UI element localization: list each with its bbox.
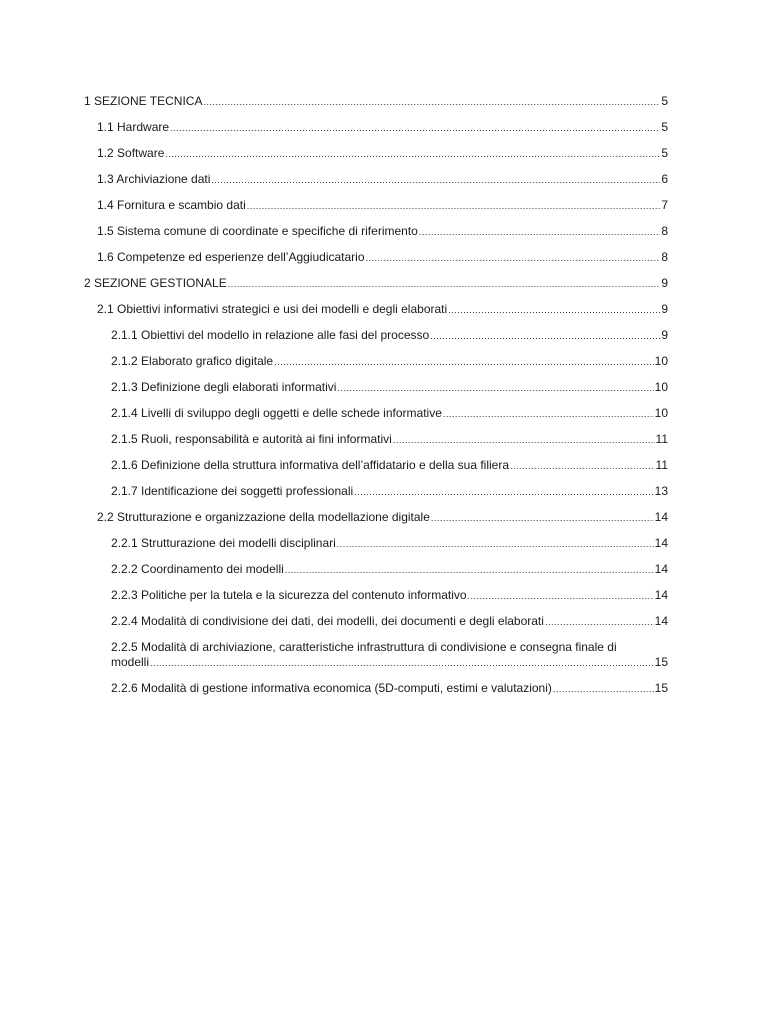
toc-entry-page: 14 (654, 588, 668, 602)
dot-leader (274, 355, 654, 370)
toc-entry-title: 2.2.2 Coordinamento dei modelli (111, 562, 284, 576)
toc-entry-title: 1.6 Competenze ed esperienze dell’Aggiudicatario (97, 250, 365, 264)
toc-entry-title: 1.4 Fornitura e scambio dati (97, 198, 246, 212)
toc-entry-page: 13 (654, 484, 668, 498)
dot-leader (337, 537, 654, 552)
table-of-contents (84, 94, 668, 707)
toc-entry-title: 2.2.6 Modalità di gestione informativa economica (5D-computi, estimi e valutazioni) (111, 681, 552, 695)
dot-leader (419, 225, 660, 240)
dot-leader (285, 563, 654, 578)
toc-entry-1-2[interactable] (84, 146, 668, 162)
toc-entry-2-1-1[interactable] (84, 328, 668, 344)
toc-entry-2[interactable] (84, 276, 668, 292)
toc-entry-page: 10 (654, 380, 668, 394)
dot-leader (150, 656, 654, 671)
dot-leader (545, 615, 654, 630)
toc-entry-2-1-7[interactable] (84, 484, 668, 500)
dot-leader (393, 433, 655, 448)
toc-entry-1-3[interactable] (84, 172, 668, 188)
toc-entry-page: 10 (654, 406, 668, 420)
dot-leader (366, 251, 661, 266)
dot-leader (448, 303, 660, 318)
dot-leader (228, 277, 661, 292)
toc-entry-title: 2.1.1 Obiettivi del modello in relazione alle fasi del processo (111, 328, 430, 342)
toc-entry-1-4[interactable] (84, 198, 668, 214)
toc-entry-2-1-3[interactable] (84, 380, 668, 396)
toc-entry-title: 2.2.3 Politiche per la tutela e la sicurezza del contenuto informativo (111, 588, 467, 602)
toc-entry-1-5[interactable] (84, 224, 668, 240)
toc-entry-2-2-1[interactable] (84, 536, 668, 552)
toc-entry-2-1-2[interactable] (84, 354, 668, 370)
dot-leader (443, 407, 654, 422)
toc-entry-title: 1.1 Hardware (97, 120, 170, 134)
dot-leader (165, 147, 660, 162)
toc-entry-title: 2.1.5 Ruoli, responsabilità e autorità ai fini informativi (111, 432, 392, 446)
toc-entry-page: 14 (654, 614, 668, 628)
toc-entry-2-1-5[interactable] (84, 432, 668, 448)
toc-entry-title: 1 SEZIONE TECNICA (84, 94, 203, 108)
toc-entry-title: 2.2.1 Strutturazione dei modelli disciplinari (111, 536, 336, 550)
dot-leader (211, 173, 660, 188)
toc-entry-title: 2.1.4 Livelli di sviluppo degli oggetti e delle schede informative (111, 406, 442, 420)
toc-entry-2-2-4[interactable] (84, 614, 668, 630)
toc-entry-page: 7 (661, 198, 668, 212)
toc-entry-page: 15 (654, 655, 668, 669)
toc-entry-2-1-6[interactable] (84, 458, 668, 474)
toc-entry-title: 1.5 Sistema comune di coordinate e specifiche di riferimento (97, 224, 418, 238)
toc-entry-page: 11 (655, 432, 668, 446)
toc-entry-title: 2 SEZIONE GESTIONALE (84, 276, 227, 290)
dot-leader (510, 459, 655, 474)
toc-entry-page: 6 (661, 172, 668, 186)
toc-entry-title: 2.2 Strutturazione e organizzazione della modellazione digitale (97, 510, 430, 524)
toc-entry-2-2-5[interactable] (84, 640, 668, 671)
toc-entry-page: 9 (661, 276, 668, 290)
toc-entry-page: 9 (661, 328, 668, 342)
dot-leader (354, 485, 653, 500)
dot-leader (430, 329, 660, 344)
toc-entry-page: 5 (661, 120, 668, 134)
dot-leader (170, 121, 660, 136)
dot-leader (431, 511, 654, 526)
toc-entry-2-2-3[interactable] (84, 588, 668, 604)
dot-leader (468, 589, 654, 604)
toc-entry-title: 1.3 Archiviazione dati (97, 172, 211, 186)
toc-entry-title: 2.1 Obiettivi informativi strategici e usi dei modelli e degli elaborati (97, 302, 448, 316)
toc-entry-page: 8 (661, 224, 668, 238)
toc-entry-page: 10 (654, 354, 668, 368)
toc-entry-2-2-6[interactable] (84, 681, 668, 697)
toc-entry-continuation (111, 655, 668, 671)
toc-entry-2-1-4[interactable] (84, 406, 668, 422)
toc-entry-2-2[interactable] (84, 510, 668, 526)
toc-entry-title: 2.1.7 Identificazione dei soggetti professionali (111, 484, 354, 498)
toc-entry-1[interactable] (84, 94, 668, 110)
toc-entry-1-1[interactable] (84, 120, 668, 136)
toc-entry-page: 14 (654, 562, 668, 576)
toc-entry-page: 5 (661, 94, 668, 108)
toc-entry-title-continued: modelli (111, 655, 150, 669)
toc-entry-title: 1.2 Software (97, 146, 165, 160)
dot-leader (337, 381, 653, 396)
toc-entry-title: 2.2.4 Modalità di condivisione dei dati, dei modelli, dei documenti e degli elaborati (111, 614, 544, 628)
toc-entry-1-6[interactable] (84, 250, 668, 266)
toc-entry-page: 14 (654, 536, 668, 550)
toc-entry-page: 15 (654, 681, 668, 695)
toc-entry-title: 2.1.2 Elaborato grafico digitale (111, 354, 274, 368)
toc-entry-title: 2.2.5 Modalità di archiviazione, caratteristiche infrastruttura di condivisione e consegna finale di (111, 640, 617, 654)
toc-entry-page: 11 (655, 458, 668, 472)
toc-entry-page: 14 (654, 510, 668, 524)
dot-leader (203, 95, 660, 110)
toc-entry-title: 2.1.6 Definizione della struttura informativa dell’affidatario e della sua filiera (111, 458, 509, 472)
toc-entry-title: 2.1.3 Definizione degli elaborati informativi (111, 380, 337, 394)
toc-entry-2-2-2[interactable] (84, 562, 668, 578)
dot-leader (553, 682, 654, 697)
toc-entry-page: 5 (661, 146, 668, 160)
toc-entry-page: 8 (661, 250, 668, 264)
toc-entry-2-1[interactable] (84, 302, 668, 318)
dot-leader (247, 199, 661, 214)
toc-entry-page: 9 (661, 302, 668, 316)
